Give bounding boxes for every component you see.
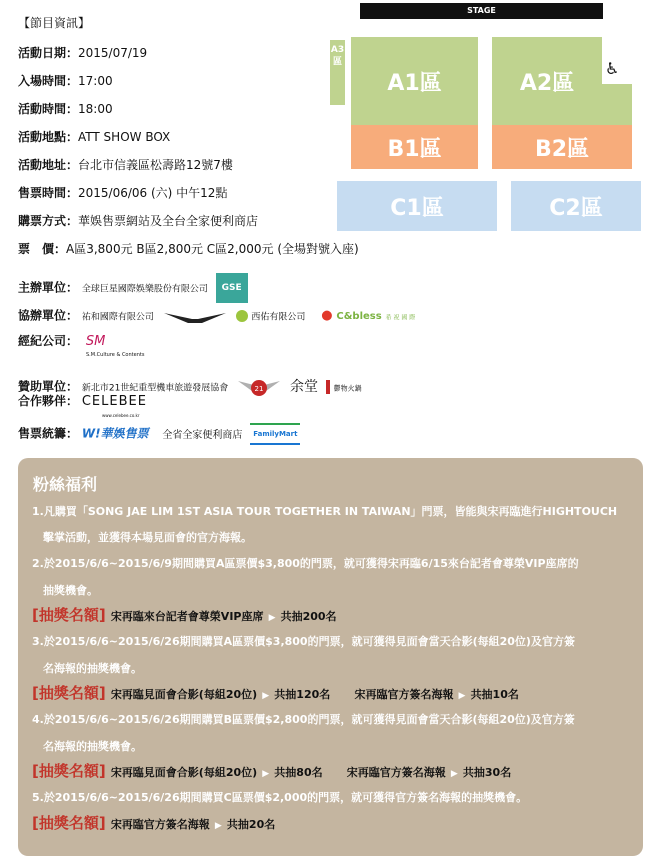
zone-a2-extension — [600, 84, 632, 125]
familymart-logo: FamilyMart — [250, 423, 300, 445]
info-row-entry: 入場時間：17:00 — [18, 74, 113, 88]
svg-text:21: 21 — [254, 385, 264, 393]
wings-logo — [162, 305, 228, 327]
arrow-icon: ▶ — [262, 691, 270, 701]
cbless-sub: 希 祝 國 際 — [385, 314, 416, 322]
arrow-icon: ▶ — [214, 821, 222, 831]
arrow-icon: ▶ — [458, 691, 466, 701]
info-row-price: 票 價：A區3,800元 B區2,800元 C區2,000元 (全場對號入座) — [18, 242, 359, 256]
organizer-row: 主辦單位： 全球巨星國際娛樂股份有限公司 GSE — [18, 273, 248, 303]
zone-b2: B2區 — [492, 125, 632, 169]
arrow-icon: ▶ — [262, 769, 270, 779]
info-row-venue: 活動地點：ATT SHOW BOX — [18, 130, 171, 144]
zone-a3: A3區 — [330, 40, 345, 105]
agency-sub: S.M.Culture & Contents — [86, 352, 145, 358]
info-row-address: 活動地址：台北市信義區松壽路12號7樓 — [18, 158, 233, 172]
prize-row-3: [抽獎名額] 宋再臨見面會合影(每組20位) ▶ 共抽120名 宋再臨官方簽名海報 ▶ 共抽10名 — [32, 684, 519, 702]
benefit-3-line-1: 3.於2015/6/6~2015/6/26期間購買A區票價$3,800的門票，就可獲得見面會當天合影(每組20位)及官方簽 — [32, 635, 575, 648]
zone-c1: C1區 — [337, 181, 497, 231]
benefit-4-line-2: 名海報的抽獎機會。 — [43, 740, 142, 753]
zone-a2: A2區 — [492, 37, 602, 125]
wkingdom-logo: W!華娛售票 — [81, 426, 149, 441]
zone-b1: B1區 — [351, 125, 478, 169]
pear-icon — [236, 310, 248, 322]
prize-row-2: [抽獎名額] 宋再臨來台記者會尊榮VIP座席 ▶ 共抽200名 — [32, 606, 337, 624]
panel-title: 粉絲福利 — [33, 475, 98, 494]
benefit-3-line-2: 名海報的抽獎機會。 — [43, 662, 142, 675]
benefit-1-line-1: 1.凡購買「SONG JAE LIM 1ST ASIA TOUR TOGETHER IN TAIWAN」門票，皆能與宋再臨進行HIGHTOUCH — [32, 505, 618, 518]
gse-logo: GSE — [216, 273, 248, 303]
arrow-icon: ▶ — [450, 769, 458, 779]
info-row-sale-time: 售票時間：2015/06/06 (六) 中午12點 — [18, 186, 228, 200]
benefit-2-line-2: 抽獎機會。 — [43, 584, 98, 597]
partner-row: 合作夥伴： CELEBEE — [18, 394, 147, 409]
cbless-logo: ● C&bless — [321, 308, 382, 323]
fan-benefits-panel — [18, 458, 643, 856]
stage: STAGE — [360, 3, 603, 19]
benefit-4-line-1: 4.於2015/6/6~2015/6/26期間購買B區票價$2,800的門票，就可獲得見面會當天合影(每組20位)及官方簽 — [32, 713, 575, 726]
prize-row-4: [抽獎名額] 宋再臨見面會合影(每組20位) ▶ 共抽80名 宋再臨官方簽名海報 ▶ 共抽30名 — [32, 762, 512, 780]
zone-c2: C2區 — [511, 181, 641, 231]
benefit-2-line-1: 2.於2015/6/6~2015/6/9期間購買A區票價$3,800的門票，就可獲得宋再臨6/15來台記者會尊榮VIP座席的 — [32, 557, 579, 570]
prize-row-5: [抽獎名額] 宋再臨官方簽名海報 ▶ 共抽20名 — [32, 814, 276, 832]
calligraphy-logo: 余堂 — [289, 379, 318, 395]
21-logo — [236, 375, 282, 399]
celebee-logo: CELEBEE — [81, 394, 147, 409]
info-row-date: 活動日期：2015/07/19 — [18, 46, 148, 60]
benefit-1-line-2: 擊掌活動，並獲得本場見面會的官方海報。 — [43, 531, 252, 544]
benefit-5-line-1: 5.於2015/6/6~2015/6/26期間購買C區票價$2,000的門票，就可獲得官方簽名海報的抽獎機會。 — [32, 791, 528, 804]
info-row-purchase: 購票方式：華娛售票網站及全台全家便利商店 — [18, 214, 259, 228]
wheelchair-icon: ♿ — [605, 59, 620, 78]
info-header: 【節目資訊】 — [18, 16, 91, 30]
red-mark-icon — [326, 380, 330, 394]
zone-a1: A1區 — [351, 37, 478, 125]
sm-logo: SM — [85, 333, 106, 349]
partner-sub: www.celebee.co.kr — [102, 413, 140, 418]
agency-row: 經紀公司： SM — [18, 333, 106, 349]
co-organizer-row: 協辦單位： 祐和國際有限公司 西佑有限公司 ● C&bless 希 祝 國 際 — [18, 305, 415, 327]
arrow-icon: ▶ — [268, 613, 276, 623]
ticketing-row: 售票統籌： W!華娛售票 全省全家便利商店 FamilyMart — [18, 423, 300, 445]
info-row-time: 活動時間：18:00 — [18, 102, 113, 116]
sponsor-row: 贊助單位： 新北市21世紀重型機車旅遊發展協會 21 余堂 鬱物火鍋 — [18, 375, 362, 399]
